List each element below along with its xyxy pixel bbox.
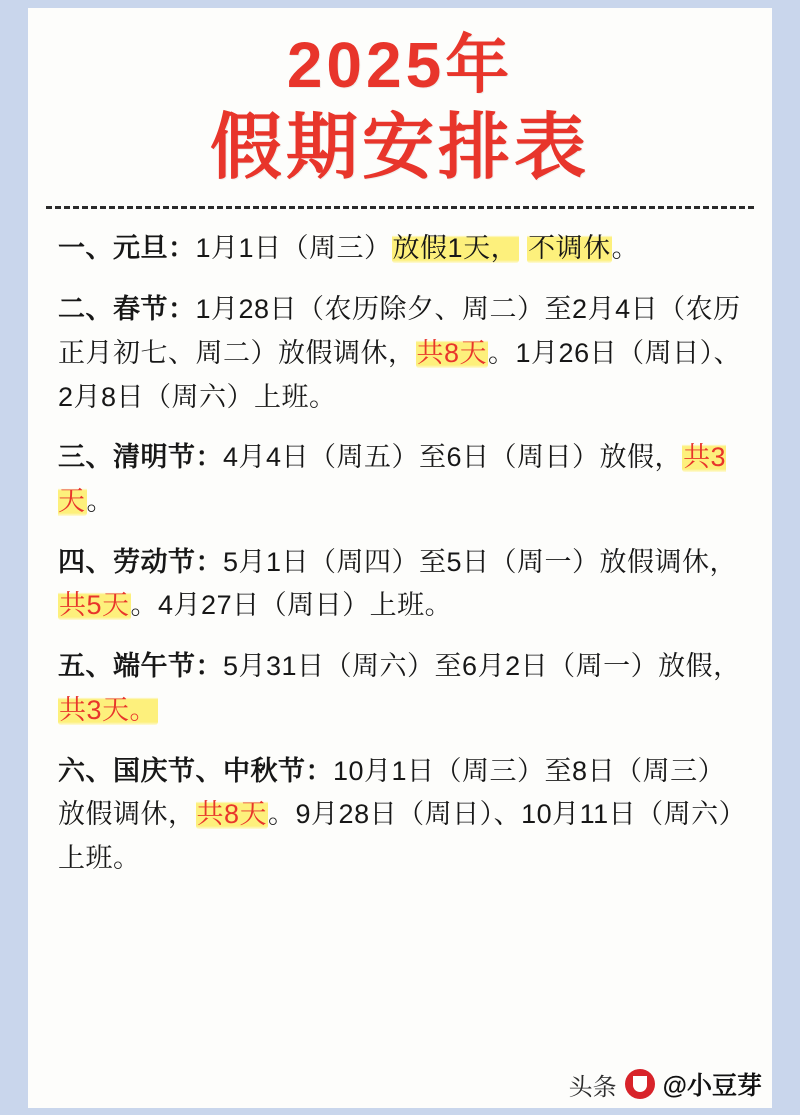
title-block xyxy=(28,8,772,188)
holiday-entry-text xyxy=(519,233,527,263)
holiday-entry-label: 五、端午节： xyxy=(58,651,223,682)
holiday-entry-highlight: 共3天 xyxy=(58,442,727,516)
holiday-entry-highlight: 共8天 xyxy=(416,337,488,368)
holiday-entry xyxy=(58,645,750,732)
page-title-main: 假期安排表 xyxy=(209,107,590,188)
holiday-entry xyxy=(58,436,750,523)
holiday-entry xyxy=(58,750,750,881)
holiday-entry-highlight: 不调休 xyxy=(528,233,611,264)
holiday-entry-label: 二、春节： xyxy=(58,294,196,325)
holiday-entry-text: 。4月27日（周日）上班。 xyxy=(130,590,453,621)
holiday-entry-text: 1月1日（周三） xyxy=(195,233,392,264)
holiday-schedule-card xyxy=(28,8,772,1108)
holiday-entry-text: 。 xyxy=(611,233,640,264)
holiday-entry-text: 1月28日（农历除夕、周二）至2月4日（农历正月初七、周二）放假调休， xyxy=(58,294,741,368)
holiday-entry-list xyxy=(28,209,772,881)
holiday-entry xyxy=(58,541,750,628)
holiday-entry-text: 10月1日（周三）至8日（周三）放假调休， xyxy=(58,755,726,830)
holiday-entry-text: 5月1日（周四）至5日（周一）放假调休， xyxy=(223,546,738,577)
holiday-entry-highlight: 共5天 xyxy=(59,590,130,621)
holiday-entry-highlight: 共3天。 xyxy=(59,694,158,725)
platform-label: 头条 xyxy=(568,1073,617,1101)
holiday-entry-text: 。 xyxy=(86,485,114,516)
holiday-entry-label: 六、国庆节、中秋节： xyxy=(58,755,333,786)
holiday-entry-text: 5月31日（周六）至6月2日（周一）放假， xyxy=(223,651,741,682)
holiday-entry-highlight: 共8天 xyxy=(196,799,268,830)
holiday-entry-highlight: 放假1天， xyxy=(392,233,519,264)
holiday-entry-label: 三、清明节： xyxy=(58,442,223,473)
holiday-entry xyxy=(58,288,750,419)
holiday-entry-label: 一、元旦： xyxy=(58,233,196,264)
avatar-icon xyxy=(625,1069,655,1099)
holiday-entry xyxy=(58,227,750,271)
holiday-entry-text: 。1月26日（周日）、2月8日（周六）上班。 xyxy=(58,337,742,412)
holiday-entry-text: 。9月28日（周日）、10月11日（周六）上班。 xyxy=(58,799,747,874)
holiday-entry-text: 4月4日（周五）至6日（周日）放假， xyxy=(223,442,683,473)
holiday-entry-label: 四、劳动节： xyxy=(58,546,223,577)
page-title-year: 2025年 xyxy=(286,29,514,101)
author-name: @小豆芽 xyxy=(662,1072,762,1100)
footer-attribution xyxy=(569,1066,762,1102)
